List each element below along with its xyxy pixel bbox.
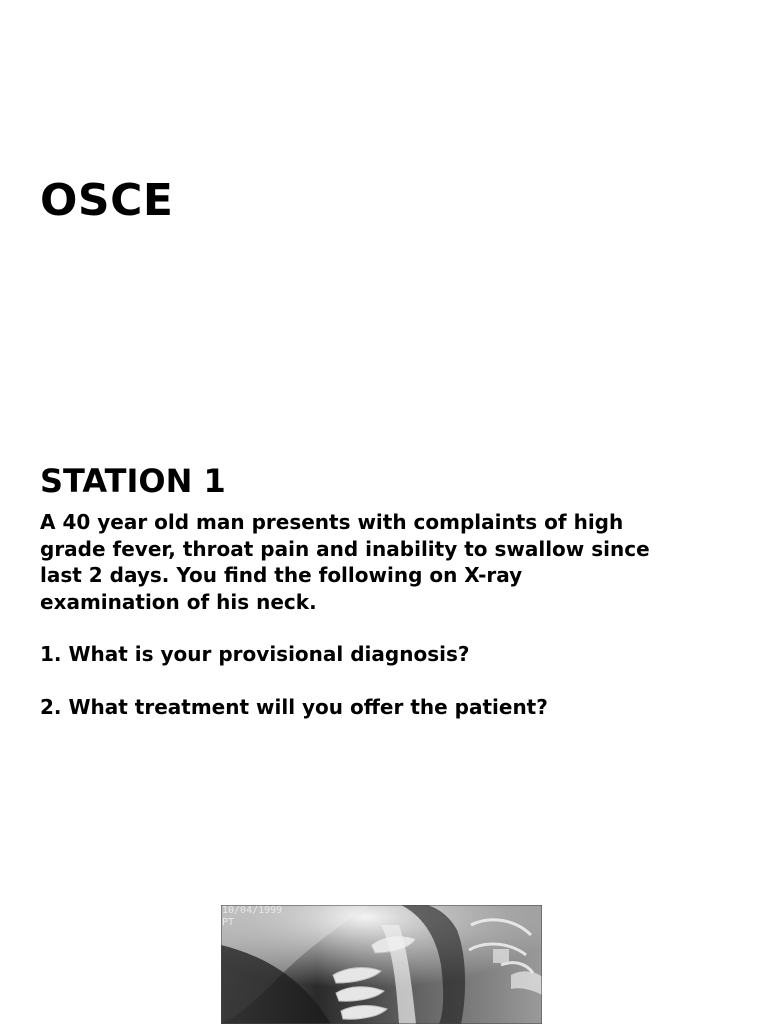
xray-date-stamp — [222, 905, 282, 929]
document-title: OSCE — [40, 175, 174, 226]
case-line: A 40 year old man presents with complaints of high — [40, 510, 624, 534]
case-line: examination of his neck. — [40, 589, 317, 614]
neck-xray-image — [221, 905, 542, 1024]
case-description — [40, 509, 740, 615]
xray-stamp-date: 10/04/1999 — [222, 905, 283, 916]
question-1: 1. What is your provisional diagnosis? — [40, 642, 470, 666]
case-line: grade fever, throat pain and inability to swallow since — [40, 536, 650, 561]
station-heading: STATION 1 — [40, 462, 226, 500]
case-line: last 2 days. You find the following on X-ray — [40, 563, 523, 587]
question-2: 2. What treatment will you offer the patient? — [40, 695, 548, 719]
xray-stamp-label: PT — [222, 917, 235, 928]
